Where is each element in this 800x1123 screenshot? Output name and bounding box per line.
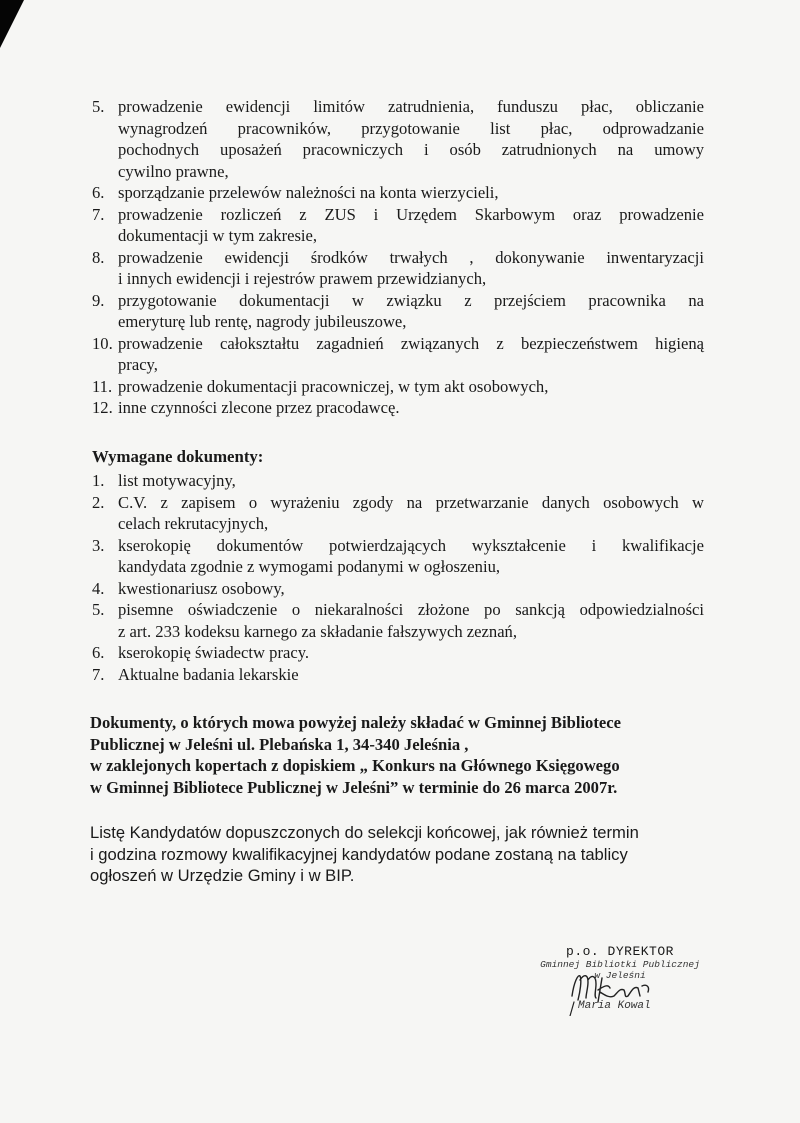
item-text <box>118 578 704 600</box>
list-item <box>92 492 704 535</box>
item-text <box>118 470 704 492</box>
item-line: z art. 233 kodeksu karnego za składanie fałszywych zeznań, <box>118 621 518 641</box>
item-text <box>118 642 704 664</box>
list-item <box>92 578 704 600</box>
item-number: 2. <box>92 492 105 512</box>
item-text <box>118 182 704 204</box>
item-line: kwestionariusz osobowy, <box>118 578 285 598</box>
item-line: i innych ewidencji i rejestrów prawem przewidzianych, <box>118 269 487 288</box>
item-number: 11. <box>92 376 113 396</box>
item-text <box>118 535 704 578</box>
candidates-info <box>90 822 690 887</box>
item-text <box>118 376 704 398</box>
submission-notice <box>90 712 710 798</box>
item-line: prowadzenie rozliczeń z ZUS i Urzędem Skarbowym oraz prowadzenie <box>118 204 704 224</box>
list-item <box>92 470 704 492</box>
notice-line: Publicznej w Jeleśni ul. Plebańska 1, 34-340 Jeleśnia , <box>90 734 469 754</box>
list-item <box>92 535 704 578</box>
item-line: kserokopię świadectw pracy. <box>118 643 310 662</box>
item-line: wynagrodzeń pracowników, przygotowanie list płac, odprowadzanie <box>118 118 704 138</box>
info-line: ogłoszeń w Urzędzie Gminy i w BIP. <box>90 866 355 885</box>
item-line: inne czynności zlecone przez pracodawcę. <box>118 398 400 417</box>
required-documents-heading: Wymagane dokumenty: <box>92 447 264 466</box>
list-item <box>92 290 704 333</box>
required-documents-list <box>92 470 704 685</box>
signature-title: p.o. DYREKTOR <box>566 944 674 959</box>
notice-line: w zaklejonych kopertach z dopiskiem „ Konkurs na Głównego Księgowego <box>90 756 620 775</box>
item-text <box>118 492 704 535</box>
signature-place: w Jeleśni <box>594 970 646 981</box>
item-line: pochodnych uposażeń pracowniczych i osób zatrudnionych na umowy <box>118 140 704 159</box>
item-line: cywilno prawne, <box>118 161 229 181</box>
item-line: celach rekrutacyjnych, <box>118 514 269 533</box>
item-line: prowadzenie dokumentacji pracowniczej, w tym akt osobowych, <box>118 376 549 396</box>
list-item <box>92 247 704 290</box>
item-line: pracy, <box>118 355 158 374</box>
item-line: list motywacyjny, <box>118 471 236 490</box>
item-text <box>118 664 704 686</box>
item-number: 12. <box>92 398 113 417</box>
item-number: 6. <box>92 183 105 202</box>
item-text <box>118 204 704 247</box>
item-number: 5. <box>92 97 105 116</box>
info-line: Listę Kandydatów dopuszczonych do selekcji końcowej, jak również termin <box>90 823 639 842</box>
item-number: 9. <box>92 290 105 310</box>
list-item <box>92 397 704 419</box>
item-number: 7. <box>92 204 105 224</box>
item-line: kserokopię dokumentów potwierdzających wykształcenie i kwalifikacje <box>118 535 704 555</box>
item-line: C.V. z zapisem o wyrażeniu zgody na przetwarzanie danych osobowych w <box>118 492 704 512</box>
item-line: dokumentacji w tym zakresie, <box>118 226 318 245</box>
item-text <box>118 96 704 182</box>
item-number: 4. <box>92 578 105 598</box>
item-number: 10. <box>92 333 113 353</box>
item-line: sporządzanie przelewów należności na konta wierzycieli, <box>118 183 499 202</box>
notice-line: w Gminnej Bibliotece Publicznej w Jeleśni” w terminie do 26 marca 2007r. <box>90 777 618 797</box>
item-text <box>118 599 704 642</box>
item-number: 3. <box>92 535 105 555</box>
item-line: Aktualne badania lekarskie <box>118 664 299 684</box>
signature-org: Gminnej Bibliotki Publicznej <box>540 959 700 970</box>
list-item <box>92 204 704 247</box>
notice-line: Dokumenty, o których mowa powyżej należy składać w Gminnej Bibliotece <box>90 713 621 732</box>
item-number: 1. <box>92 471 105 490</box>
item-text <box>118 397 704 419</box>
item-number: 7. <box>92 664 105 684</box>
info-line: i godzina rozmowy kwalifikacyjnej kandydatów podane zostaną na tablicy <box>90 844 628 864</box>
item-text <box>118 290 704 333</box>
item-line: prowadzenie całokształtu zagadnień związanych z bezpieczeństwem higieną <box>118 333 704 353</box>
list-item <box>92 642 704 664</box>
item-number: 5. <box>92 600 105 619</box>
list-item <box>92 599 704 642</box>
item-line: emeryturę lub rentę, nagrody jubileuszowe, <box>118 312 407 331</box>
item-text <box>118 247 704 290</box>
list-item <box>92 182 704 204</box>
item-line: kandydata zgodnie z wymogami podanymi w ogłoszeniu, <box>118 557 501 576</box>
list-item <box>92 376 704 398</box>
item-text <box>118 333 704 376</box>
item-line: przygotowanie dokumentacji w związku z przejściem pracownika na <box>118 290 704 310</box>
duties-list <box>92 96 704 419</box>
item-number: 8. <box>92 247 105 267</box>
item-number: 6. <box>92 643 105 662</box>
list-item <box>92 664 704 686</box>
list-item <box>92 96 704 182</box>
item-line: prowadzenie ewidencji środków trwałych , dokonywanie inwentaryzacji <box>118 247 704 267</box>
signature-name: Maria Kowal <box>578 1000 651 1012</box>
item-line: pisemne oświadczenie o niekaralności złożone po sankcją odpowiedzialności <box>118 600 704 619</box>
item-line: prowadzenie ewidencji limitów zatrudnienia, funduszu płac, obliczanie <box>118 97 704 116</box>
list-item <box>92 333 704 376</box>
